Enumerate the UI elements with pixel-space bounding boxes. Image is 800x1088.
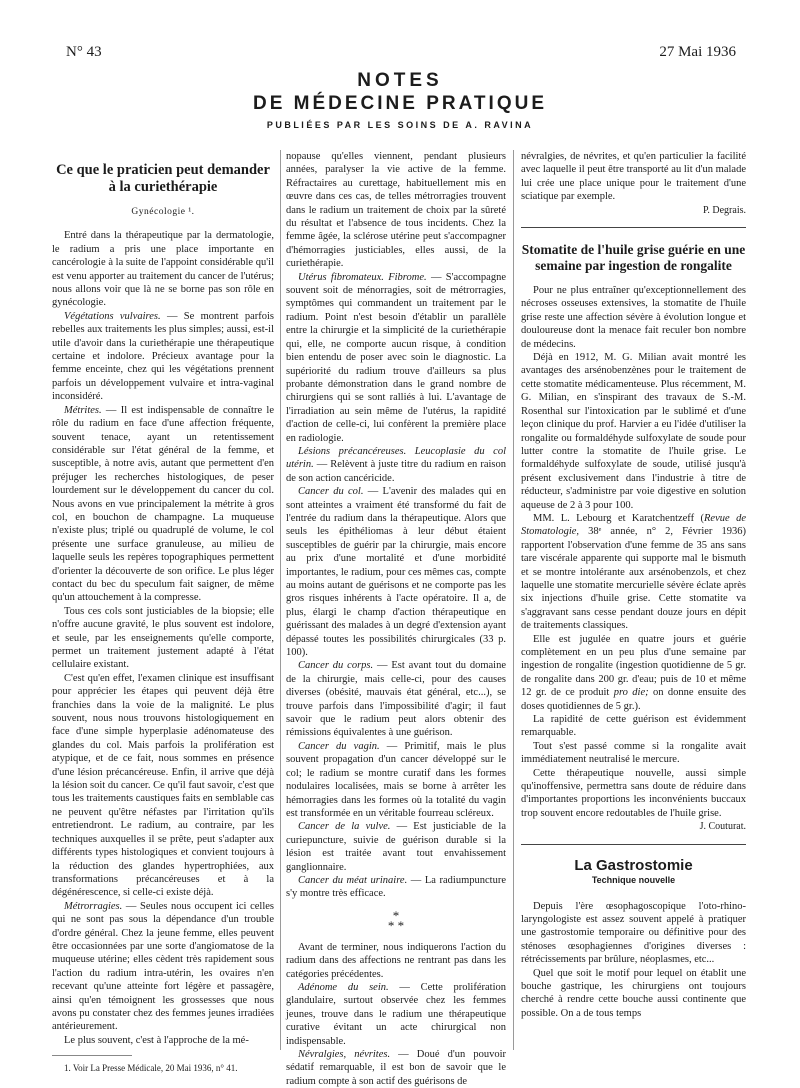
column-3: [521, 150, 746, 1020]
paragraph-label: Cancer de la vulve.: [298, 821, 391, 833]
column-2: [286, 150, 506, 1088]
article-title: La Gastrostomie: [574, 856, 693, 874]
paragraph-text: Elle est jugulée en quatre jours et guérie complètement en un peu plus d'une semaine par ingestion de rongalite (ingestion quotidienne de 5 gr. de rongalite dans 200 gr. d'eau; puis de 10 et même 12 gr. de ce produit: [521, 633, 746, 699]
paragraph: Déjà en 1912, M. G. Milian avait montré les avantages des arsénobenzènes pour le traitement de cette stomatite médicamenteuse. Plus récemment, M. G. Milian, en s'inspirant des travaux de S.-M. Rosenthal sur l'intoxication par le sublimé et d'une leçon clinique du prof. Harvier a eu l'idée d'utiliser la rongalite ou formaldéhyde sulfoxylate de soude pour lutter contre la stomatite de l'huile grise. Le formaldéhyde sulfoxylate de soude, utilisé jusqu'à présent exclusivement dans l'industrie à titre de réducteur, s'administre par voie digestive en solution aqueuse de 2 à 3 pour 100.: [521, 352, 746, 511]
paragraph-label: Cancer du méat urinaire.: [298, 874, 408, 886]
paragraph: [286, 659, 506, 739]
paragraph-text: — S'accompagne souvent soit de ménorragies, soit de métrorragies, symptômes qui commandent un traitement par le radium. Point n'est besoin d'établir un parallèle entre la chirurgie et la simplicité de la curiethérapie qui, elle, ne comporte aucun risque, à condition bien entendu de poser avec soin le diagnostic. La supériorité du radium trouve d'ailleurs sa plus probante démonstration dans le grand nombre de chirurgiens qui se sont ralliés à lui. L'avantage de l'irradiation au sein même de l'utérus, la rapidité d'action de celle-ci, lui confèrent la première place en radiologie.: [286, 271, 506, 444]
column-1: [52, 150, 274, 1076]
paragraph: Pour ne plus entraîner qu'exceptionnellement des nécroses osseuses extensives, la stomatite de l'huile grise reste une affection sévère à évolution longue et douloureuse dont la menace fait reculer bon nombre de médecins.: [521, 285, 746, 350]
paragraph-text: — Relèvent à juste titre du radium en raison de son action cancéricide.: [286, 459, 506, 484]
paragraph: [52, 404, 274, 605]
section-separator-stars: * * *: [387, 907, 405, 933]
paragraph-text: — Il est indispensable de connaître le rôle du radium en face d'une affection fréquente, souvent tenace, ayant un retentissement considérable sur l'état général de la femme, et susceptible, à notre avis, autant que permettent d'en préjuger les recherches histologiques, de peser lourdement sur le développement du cancer du col. Nous avons en vue principalement la métrite à gros col, en bouchon de champagne. La muqueuse n'existe plus; triplé ou quadruplé de volume, le col présente une surface granuleuse, au milieu de laquelle seuls les repères topographiques permettent d'orienter la découverte de son orifice. Le plus léger contact du bec du speculum fait saigner, de même qu'un attouchement à la compresse.: [52, 404, 274, 604]
paragraph: Cette thérapeutique nouvelle, aussi simple qu'inoffensive, permettra sans doute de réduire dans d'importantes proportions les inconvénients buccaux trop souvent encore redoutables de l'huile grise.: [521, 767, 746, 819]
paragraph: [286, 981, 506, 1048]
paragraph: [52, 900, 274, 1034]
paragraph-text: 38ᵉ année, n° 2, Février 1936) rapportent l'observation d'une femme de 35 ans sans tare viscérale apparente qui supporte mal le bismuth et se montre intolérante aux arsénobenzols, et chez laquelle une stomatite mercurielle sévère éclate après six injections d'huile grise. Cette stomatite va s'aggravant sans cesse pendant douze jours en dépit de traitements classiques.: [521, 526, 746, 632]
paragraph: [286, 820, 506, 874]
paragraph: [286, 874, 506, 901]
paragraph-text: — L'avenir des malades qui en sont atteintes a vraiment été transformé du fait de l'entrée du radium dans la thérapeutique. Alors que seuls les épithéliomas à leur début étaient susceptibles de guérir par la chirurgie, mais encore au prix d'une mortalité et d'une morbidité importantes, le radium, pour ces mêmes cas, compte au moins autant de guérisons et ne comporte pas les gros risques inhérents à l'acte opératoire. Il a, de plus, élargi le champ d'action thérapeutique en guérissant des malades à un degré d'extension ayant dépassé toutes les possibilités chirurgicales (33 p. 100).: [286, 486, 506, 659]
paragraph: Le plus souvent, c'est à l'approche de la mé-: [64, 1034, 249, 1046]
article-separator: [521, 844, 746, 845]
paragraph-text: — La radiumpuncture s'y montre très efficace.: [286, 874, 506, 900]
paragraph: Depuis l'ère œsophagoscopique l'oto-rhino-laryngologiste est assez souvent appelé à pratiquer une gastrostomie temporaire ou définitive pour des sténoses œsophagiennes d'origines diverses : rétrécissements par brûlure, néoplasmes, etc...: [521, 900, 746, 966]
paragraph-label: Adénome du sein.: [298, 981, 389, 993]
masthead-title: NOTES: [357, 70, 443, 91]
paragraph-label: Métrites.: [64, 404, 102, 416]
paragraph-text: — Est justiciable de la curiepuncture, suivie de guérison durable si la lésion est traitée avant tout envahissement ganglionnaire.: [286, 821, 506, 873]
article-subtitle: Technique nouvelle: [591, 875, 676, 886]
paragraph-text: — Se montrent parfois rebelles aux traitements les plus simples; aussi, est-il utile d'avoir dans la curiethérapie une thérapeutique certaine et indolore. Précieux avantage pour la femme enceinte, chez qui les végétations prennent parfois un développement vulvaire et intra-vaginal inconsidéré.: [52, 310, 274, 403]
section-rubric: Gynécologie ¹.: [131, 207, 195, 217]
paragraph-text: — Doué d'un pouvoir sédatif remarquable, il est bon de savoir que le radium compte à son actif des guérisons de: [286, 1049, 506, 1087]
journal-name: Revue de Stomatologie,: [521, 512, 746, 538]
masthead-editor: PUBLIÉES PAR LES SOINS DE A. RAVINA: [266, 120, 534, 130]
paragraph-text: on donne ensuite des doses quotidiennes de 5 gr.).: [521, 687, 747, 712]
footnote: 1. Voir La Presse Médicale, 20 Mai 1936, n° 41.: [64, 1063, 238, 1074]
paragraph: [286, 271, 506, 445]
paragraph: Avant de terminer, nous indiquerons l'action du radium dans des affections ne rentrant pas dans les catégories précédentes.: [286, 941, 506, 980]
masthead-subtitle: DE MÉDECINE PRATIQUE: [252, 93, 547, 114]
paragraph-text: — Seules nous occupent ici celles qui ne sont pas sous la dépendance d'un trouble d'ordre général. Chez la jeune femme, elles peuvent être occasionnées par une sorte d'angiomatose de la muqueuse utérine; elles cèdent très rapidement sous l'action du radium intra-utérin, les ovaires n'en recevant qu'une atteinte fort légère et passagère, ainsi qu'en témoignent les grossesses que nous avons pu constater chez des femmes jeunes irradiées antérieurement.: [52, 900, 274, 1033]
column-divider: [280, 150, 281, 1050]
issue-date: 27 Mai 1936: [659, 44, 736, 60]
paragraph-text: — Cette prolifération glandulaire, surtout observée chez les femmes jeunes, trouve dans le radium une thérapeutique curative évitant un acte chirurgical non indispensable.: [286, 981, 506, 1047]
paragraph-label: Cancer du vagin.: [298, 740, 380, 752]
paragraph: [286, 1048, 506, 1088]
article-separator: [521, 227, 746, 228]
paragraph-label: Végétations vulvaires.: [64, 310, 161, 322]
paragraph: C'est qu'en effet, l'examen clinique est insuffisant pour apprécier les étapes qui peuvent déjà être franchies dans la voie de la malignité. Le plus souvent, nous nous trouvons histologiquement en face d'une simple hyperplasie adénomateuse des glandes du col. Mais parfois la prolifération est atypique, et de ce fait, nous sommes en présence d'une lésion précancéreuse. Enfin, il arrive que déjà la lésion soit du cancer. Ce qu'il faut savoir, c'est que tous les traitements caustiques faits en semblable cas ne peuvent qu'être néfastes par l'irritation qu'ils entretiendront. Le radium, au contraire, par les techniques auxquelles il se prête, peut s'adapter aux différents types histologiques et convient toujours à la réduction des glandes hypertrophiées, aux transformations précancéreuses et à la dégénérescence, si celle-ci existe déjà.: [52, 672, 274, 899]
latin-term: pro die;: [613, 687, 649, 699]
footnote-rule: [52, 1055, 132, 1056]
author-signature: P. Degrais.: [702, 204, 746, 216]
paragraph: [286, 485, 506, 659]
author-signature: J. Couturat.: [699, 821, 746, 833]
paragraph: nopause qu'elles viennent, pendant plusieurs années, paralyser la vie active de la femme. Réfractaires au curettage, habituellement mis en œuvre dans ces cas, de telles métrorragies trouvent dans le radium un traitement de choix par la sûreté du résultat et l'absence de tous incidents. Chez la femme âgée, la sclérose utérine peut s'accompagner d'hémorragies justiciables, elles aussi, de la curiethérapie.: [286, 151, 506, 270]
paragraph-text: MM. L. Lebourg et Karatchentzeff (: [533, 512, 705, 524]
paragraph-label: Cancer du corps.: [298, 660, 374, 672]
paragraph: Tous ces cols sont justiciables de la biopsie; elle n'offre aucune gravité, le plus souvent est indolore, et seule, par les enseignements qu'elle comporte, permet un traitement justement adapté à l'état cellulaire existant.: [52, 605, 274, 671]
paragraph: Entré dans la thérapeutique par la dermatologie, le radium a pris une place importante en cancérologie à la suite de l'appoint considérable qu'il est venu apporter au traitement du cancer de l'utérus; nous allons voir que là ne se borne pas son rôle en gynécologie.: [52, 230, 274, 309]
paragraph-label: Lésions précancéreuses. Leucoplasie du col utérin.: [286, 445, 506, 471]
paragraph-label: Névralgies, névrites.: [298, 1049, 391, 1060]
paragraph: [52, 310, 274, 404]
paragraph-text: — Primitif, mais le plus souvent propagation d'un cancer développé sur le col; le radium se montre curatif dans les formes nodulaires localisées, mais se borne à arrêter les hémorragies dans les formes où la totalité du vagin est transformée en un véritable fourreau scléreux.: [286, 740, 506, 819]
article-title: Stomatite de l'huile grise guérie en une semaine par ingestion de rongalite: [521, 242, 746, 274]
issue-number: N° 43: [66, 44, 102, 60]
paragraph-text: — Est avant tout du domaine de la chirurgie, mais celle-ci, pour des causes diverses (obésité, mauvais état général, etc...), se trouve parfois dans l'impossibilité d'agir; il faut savoir que le radium peut alors obtenir des rémissions équivalentes à une guérison.: [286, 660, 506, 739]
paragraph: [521, 512, 746, 633]
column-divider: [513, 150, 514, 1050]
paragraph: [286, 445, 506, 485]
paragraph-label: Cancer du col.: [298, 486, 364, 498]
paragraph: Quel que soit le motif pour lequel on établit une bouche gastrique, les chirurgiens ont toujours cherché à rendre cette bouche aussi continente que possible. On a de tous temps: [521, 967, 746, 1019]
paragraph-label: Utérus fibromateux. Fibrome.: [298, 271, 427, 283]
paragraph: La rapidité de cette guérison est évidemment remarquable.: [521, 714, 746, 739]
article-title: Ce que le praticien peut demander à la curiethérapie: [56, 162, 270, 195]
paragraph: névralgies, de névrites, et qu'en particulier la facilité avec laquelle il peut être transporté au lit d'un malade lui crée une place unique pour le traitement d'une sciatique par exemple.: [521, 151, 746, 203]
paragraph: Tout s'est passé comme si la rongalite avait immédiatement neutralisé le mercure.: [521, 740, 746, 766]
paragraph: [521, 633, 746, 713]
paragraph: [286, 740, 506, 820]
paragraph-label: Métrorragies.: [64, 900, 123, 912]
